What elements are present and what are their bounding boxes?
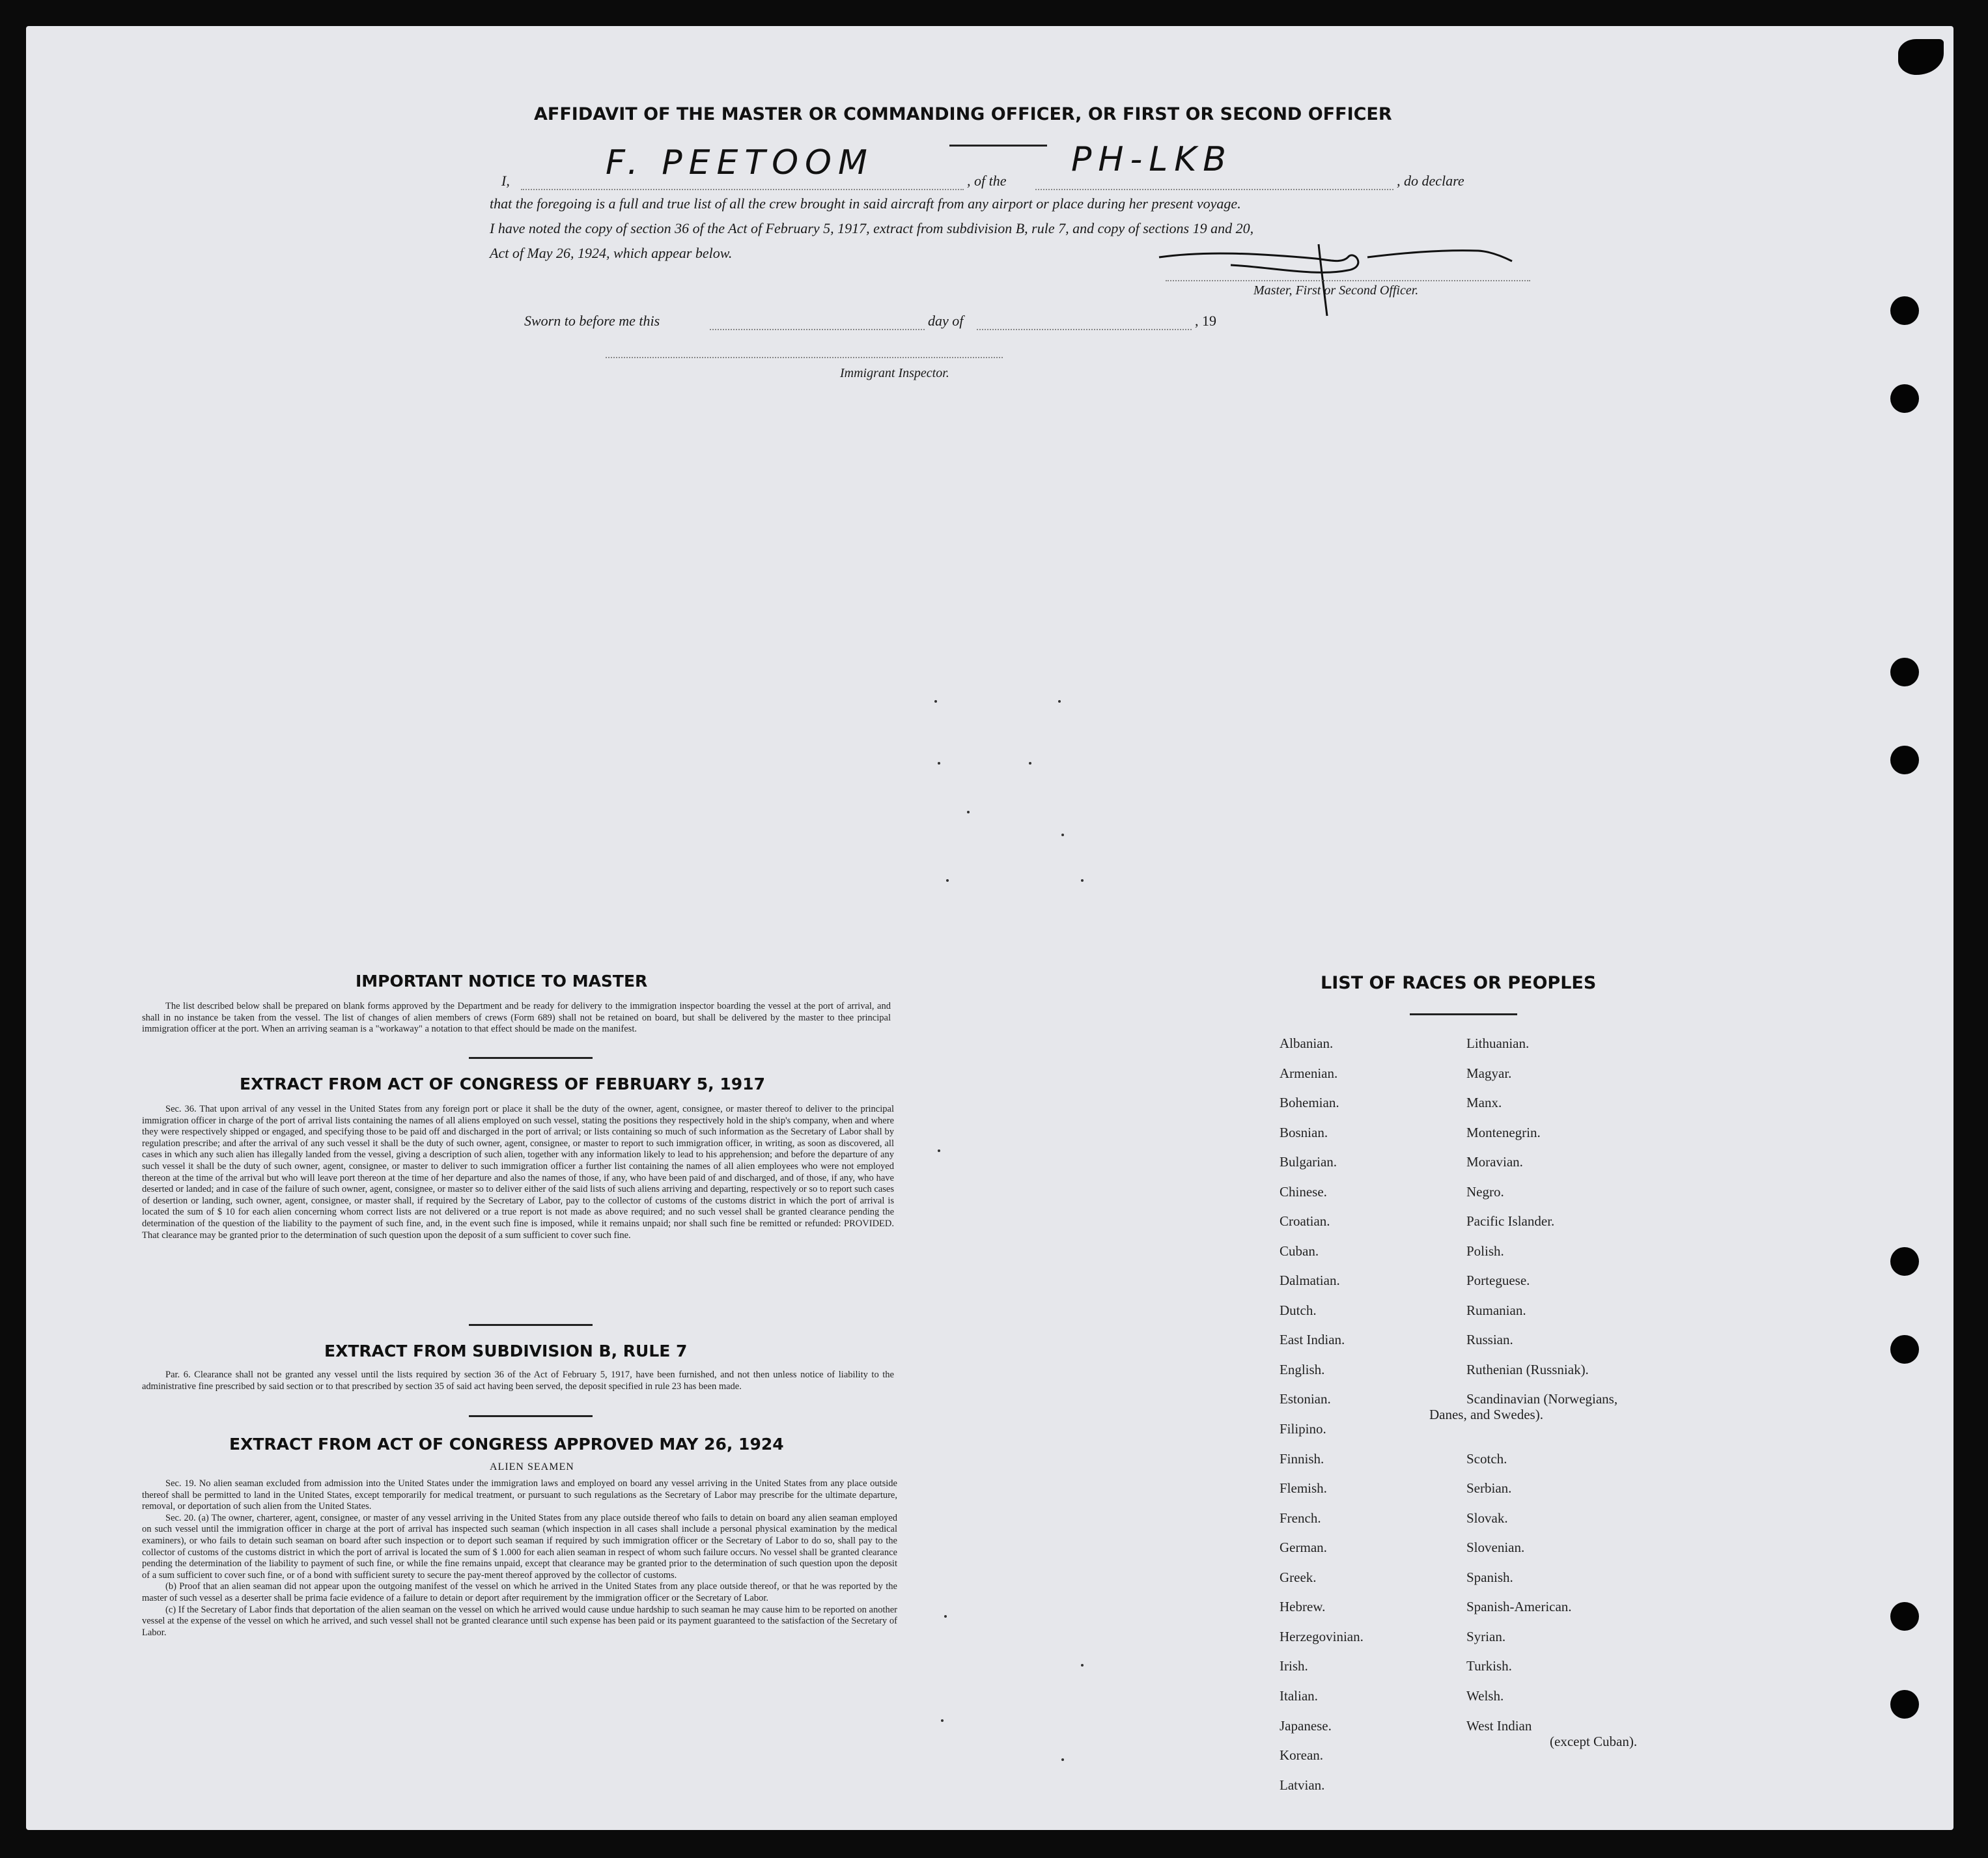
- race-item: Finnish.: [1280, 1451, 1324, 1467]
- race-item: Pacific Islander.: [1466, 1213, 1555, 1229]
- sec-20b-text: (b) Proof that an alien seaman did not appear upon the outgoing manifest of the vessel on which he arrived in the United States from any place outside thereof, or that he was reported by the master of such vessel as a deserter shall be prima facie evidence of a failure to detain or deport after requirement by the immigration officer or the Secretary of Labor.: [142, 1581, 897, 1603]
- affidavit-name-handwritten: F. PEETOOM: [606, 143, 874, 182]
- binder-hole: [1890, 1247, 1919, 1276]
- race-item: Manx.: [1466, 1095, 1502, 1110]
- aircraft-blank: [1035, 189, 1393, 190]
- affidavit-title-rule: [949, 145, 1047, 147]
- speck: [1061, 834, 1064, 836]
- affidavit-do-declare-label: , do declare: [1397, 173, 1464, 189]
- subdivision-title: EXTRACT FROM SUBDIVISION B, RULE 7: [324, 1342, 688, 1360]
- race-item: Serbian.: [1466, 1480, 1512, 1496]
- speck: [944, 1615, 947, 1618]
- speck: [1029, 762, 1031, 765]
- race-item: Hebrew.: [1280, 1599, 1326, 1614]
- notice-body: The list described below shall be prepared on blank forms approved by the Department and be ready for delivery to the immigration inspector boarding the vessel at the port of arrival, and shall in no instance be taken from the vessel. The list of changes of alien members of crews (Form 689) shall not be retained on board, but shall be delivered by the master to thee principal immigration officer at the port. When an arriving seaman is a "workaway" a notation to that effect should be made on the manifest.: [142, 1001, 891, 1035]
- race-item: Scandinavian (Norwegians,: [1466, 1391, 1618, 1407]
- name-blank: [521, 189, 964, 190]
- speck: [938, 1149, 940, 1152]
- race-item: Greek.: [1280, 1569, 1317, 1585]
- sec-19-text: Sec. 19. No alien seaman excluded from admission into the United States under the immigration laws and employed on board any vessel arriving in the United States from any place outside thereof shall be permitted to land in the United States, except temporarily for medical treatment, or pursuant to such regulations as the Secretary of Labor may prescribe for the ultimate departure, removal, or deportation of such alien from the United States.: [142, 1478, 897, 1512]
- race-item: Croatian.: [1280, 1213, 1330, 1229]
- extract-1917-title: EXTRACT FROM ACT OF CONGRESS OF FEBRUARY 5, 1917: [240, 1075, 765, 1093]
- race-item: East Indian.: [1280, 1332, 1345, 1347]
- races-title: LIST OF RACES OR PEOPLES: [1321, 973, 1597, 993]
- speck: [1058, 700, 1061, 703]
- race-item: Albanian.: [1280, 1035, 1334, 1051]
- race-item: French.: [1280, 1510, 1321, 1526]
- race-item: Irish.: [1280, 1658, 1308, 1674]
- race-item: Turkish.: [1466, 1658, 1512, 1674]
- inspector-blank: [606, 357, 1003, 358]
- binder-hole: [1890, 384, 1919, 413]
- race-item: Russian.: [1466, 1332, 1513, 1347]
- race-item: Syrian.: [1466, 1629, 1506, 1644]
- day-of-label: day of: [928, 313, 964, 329]
- race-item: Chinese.: [1280, 1184, 1327, 1200]
- race-item: Estonian.: [1280, 1391, 1331, 1407]
- race-item: Dalmatian.: [1280, 1273, 1340, 1288]
- race-item: Negro.: [1466, 1184, 1504, 1200]
- binder-hole: [1890, 1602, 1919, 1631]
- binder-hole: [1890, 1335, 1919, 1364]
- race-item: Polish.: [1466, 1243, 1504, 1259]
- extract-1924-body: [142, 1478, 897, 1639]
- race-item: Welsh.: [1466, 1688, 1504, 1704]
- extract-1917-rule: [469, 1057, 593, 1059]
- speck: [967, 811, 970, 813]
- race-item: (except Cuban).: [1550, 1734, 1638, 1749]
- speck: [1061, 1758, 1064, 1761]
- signature-blank: [1166, 280, 1530, 281]
- race-item: German.: [1280, 1540, 1327, 1555]
- race-item: Filipino.: [1280, 1421, 1326, 1437]
- extract-1917-body: Sec. 36. That upon arrival of any vessel in the United States from any foreign port or place it shall be the duty of the owner, agent, consignee, or master thereof to deliver to the principal immigration officer in charge of the port of arrival lists containing the names of all aliens employed on such vessel, stating the positions they respectively hold in the ship's company, when and where they were respectively shipped or engaged, and specifying those to be paid off and discharged in the port of arrival; or lists containing so much of such information as the Secretary of Labor shall by regulation prescribe; and after the arrival of any such vessel it shall be the duty of such owner, agent, consignee, or master to report to such immigration officer, in writing, as soon as discovered, all cases in which any such alien has illegally landed from the vessel, giving a description of such alien, together with any information likely to lead to his apprehension; and before the departure of any such vessel it shall be the duty of such owner, agent, consignee, or master to deliver to such immigration officer a further list containing the names of all alien employees who were not employed thereon at the time of the arrival but who will leave port thereon at the time of her departure and also the names of those, if any, who have been paid of and discharged, and of those, if any, who have deserted or landed; and in case of the failure of such owner, agent, consignee, or master so to deliver either of the said lists of such aliens arriving and departing, respectively or so to report such cases of desertion or landing, such owner, agent, consignee, or master shall, if required by the Secretary of Labor, pay to the collector of customs of the customs district in which the port of arrival is located the sum of $ 10 for each alien concerning whom correct lists are not delivered or a true report is not made as above required; and no such vessel shall be granted clearance pending the determination of the question of the liability to the payment of such fine, and, in the event such fine is imposed, while it remains unpaid; nor shall such fine be remitted or refunded: PROVIDED. That clearance may be granted prior to the determination of such question upon the deposit of a sum sufficient to cover such fine.: [142, 1104, 894, 1241]
- race-item: Slovenian.: [1466, 1540, 1525, 1555]
- binder-hole: [1890, 658, 1919, 686]
- race-item: Rumanian.: [1466, 1302, 1526, 1318]
- race-item: Slovak.: [1466, 1510, 1508, 1526]
- affidavit-title: AFFIDAVIT OF THE MASTER OR COMMANDING OFFICER, OR FIRST OR SECOND OFFICER: [534, 104, 1392, 124]
- race-item: Cuban.: [1280, 1243, 1319, 1259]
- race-item: Korean.: [1280, 1747, 1324, 1763]
- sworn-label: Sworn to before me this: [524, 313, 660, 329]
- extract-1924-title: EXTRACT FROM ACT OF CONGRESS APPROVED MAY 26, 1924: [229, 1435, 784, 1454]
- race-item: Japanese.: [1280, 1718, 1332, 1734]
- sworn-month-blank: [977, 329, 1192, 330]
- race-item: Herzegovinian.: [1280, 1629, 1364, 1644]
- affidavit-i-label: I,: [501, 173, 510, 189]
- race-item: Moravian.: [1466, 1154, 1523, 1170]
- race-item: Scotch.: [1466, 1451, 1507, 1467]
- affidavit-line-1: that the foregoing is a full and true list of all the crew brought in said aircraft from any airport or place during her present voyage.: [490, 195, 1241, 212]
- signature-caption: Master, First or Second Officer.: [1253, 283, 1419, 298]
- sworn-day-blank: [710, 329, 925, 330]
- race-item: West Indian: [1466, 1718, 1532, 1734]
- binder-hole: [1890, 1690, 1919, 1719]
- affidavit-of-the-label: , of the: [967, 173, 1007, 189]
- race-item: Montenegrin.: [1466, 1125, 1541, 1140]
- race-item: Spanish-American.: [1466, 1599, 1572, 1614]
- sec-20a-text: Sec. 20. (a) The owner, charterer, agent, consignee, or master of any vessel arriving in the United States from any place outside thereof who fails to detain on board any alien seaman employed on such vessel until the immigration officer in charge at the port of arrival has inspected such seaman (which inspection in all cases shall include a personal physical examination by the medical examiners), or who fails to detain such seaman on board after such inspection or to deport such seaman if required by such immigration officer or the Secretary of Labor to do so, shall pay to the collector of customs of the customs district in which the port of arrival is located the sum of $ 1.000 for each alien seaman in respect of whom such failure occurs. No vessel shall be granted clearance pending the determination of the liability to payment of such fine, or while the fine remains unpaid, except that clearance may be granted prior to the determination of such question upon the deposit of a sum sufficient to cover such fine, or of a bond with sufficient surety to secure the pay-ment thereof approved by the collector of customs.: [142, 1512, 897, 1581]
- race-item: Bulgarian.: [1280, 1154, 1337, 1170]
- race-item: Ruthenian (Russniak).: [1466, 1362, 1589, 1377]
- race-item: Spanish.: [1466, 1569, 1513, 1585]
- speck: [1081, 1664, 1084, 1667]
- race-item: Latvian.: [1280, 1777, 1325, 1793]
- affidavit-aircraft-handwritten: PH-LKB: [1071, 140, 1233, 179]
- races-title-rule: [1410, 1013, 1517, 1015]
- binder-hole: [1890, 746, 1919, 774]
- race-item: Armenian.: [1280, 1065, 1338, 1081]
- race-item: Porteguese.: [1466, 1273, 1530, 1288]
- race-item: Bohemian.: [1280, 1095, 1339, 1110]
- affidavit-line-3: Act of May 26, 1924, which appear below.: [490, 245, 733, 261]
- race-item: Danes, and Swedes).: [1429, 1407, 1543, 1422]
- race-item: Magyar.: [1466, 1065, 1512, 1081]
- speck: [941, 1719, 944, 1722]
- speck: [938, 762, 940, 765]
- subdivision-rule: [469, 1324, 593, 1326]
- race-item: Lithuanian.: [1466, 1035, 1530, 1051]
- race-item: Dutch.: [1280, 1302, 1317, 1318]
- year-label: , 19: [1195, 313, 1216, 329]
- speck: [1081, 879, 1084, 882]
- subdivision-body: Par. 6. Clearance shall not be granted any vessel until the lists required by section 36 of the Act of February 5, 1917, have been furnished, and not then unless notice of liability to the administrative fine prescribed by said section or to that prescribed by section 35 of said act having been served, the deposit specified in rule 23 has been made.: [142, 1370, 894, 1392]
- race-item: English.: [1280, 1362, 1325, 1377]
- sec-20c-text: (c) If the Secretary of Labor finds that deportation of the alien seaman on the vessel on which he arrived would cause undue hardship to such seaman he may cause him to be reported on another vessel at the expense of the vessel on which he arrived, and such vessel shall not be granted clearance until such expense has been paid or its payment guaranteed to the satisfaction of the Secretary of Labor.: [142, 1604, 897, 1638]
- speck: [946, 879, 949, 882]
- affidavit-line-2: I have noted the copy of section 36 of the Act of February 5, 1917, extract from subdivision B, rule 7, and copy of sections 19 and 20,: [490, 220, 1254, 236]
- race-item: Bosnian.: [1280, 1125, 1328, 1140]
- binder-hole: [1890, 296, 1919, 325]
- extract-1924-subtitle: ALIEN SEAMEN: [490, 1461, 574, 1472]
- race-item: Flemish.: [1280, 1480, 1327, 1496]
- race-item: Italian.: [1280, 1688, 1318, 1704]
- extract-1924-rule: [469, 1415, 593, 1417]
- notice-title: IMPORTANT NOTICE TO MASTER: [356, 972, 648, 991]
- speck: [934, 700, 937, 703]
- inspector-caption: Immigrant Inspector.: [840, 366, 949, 380]
